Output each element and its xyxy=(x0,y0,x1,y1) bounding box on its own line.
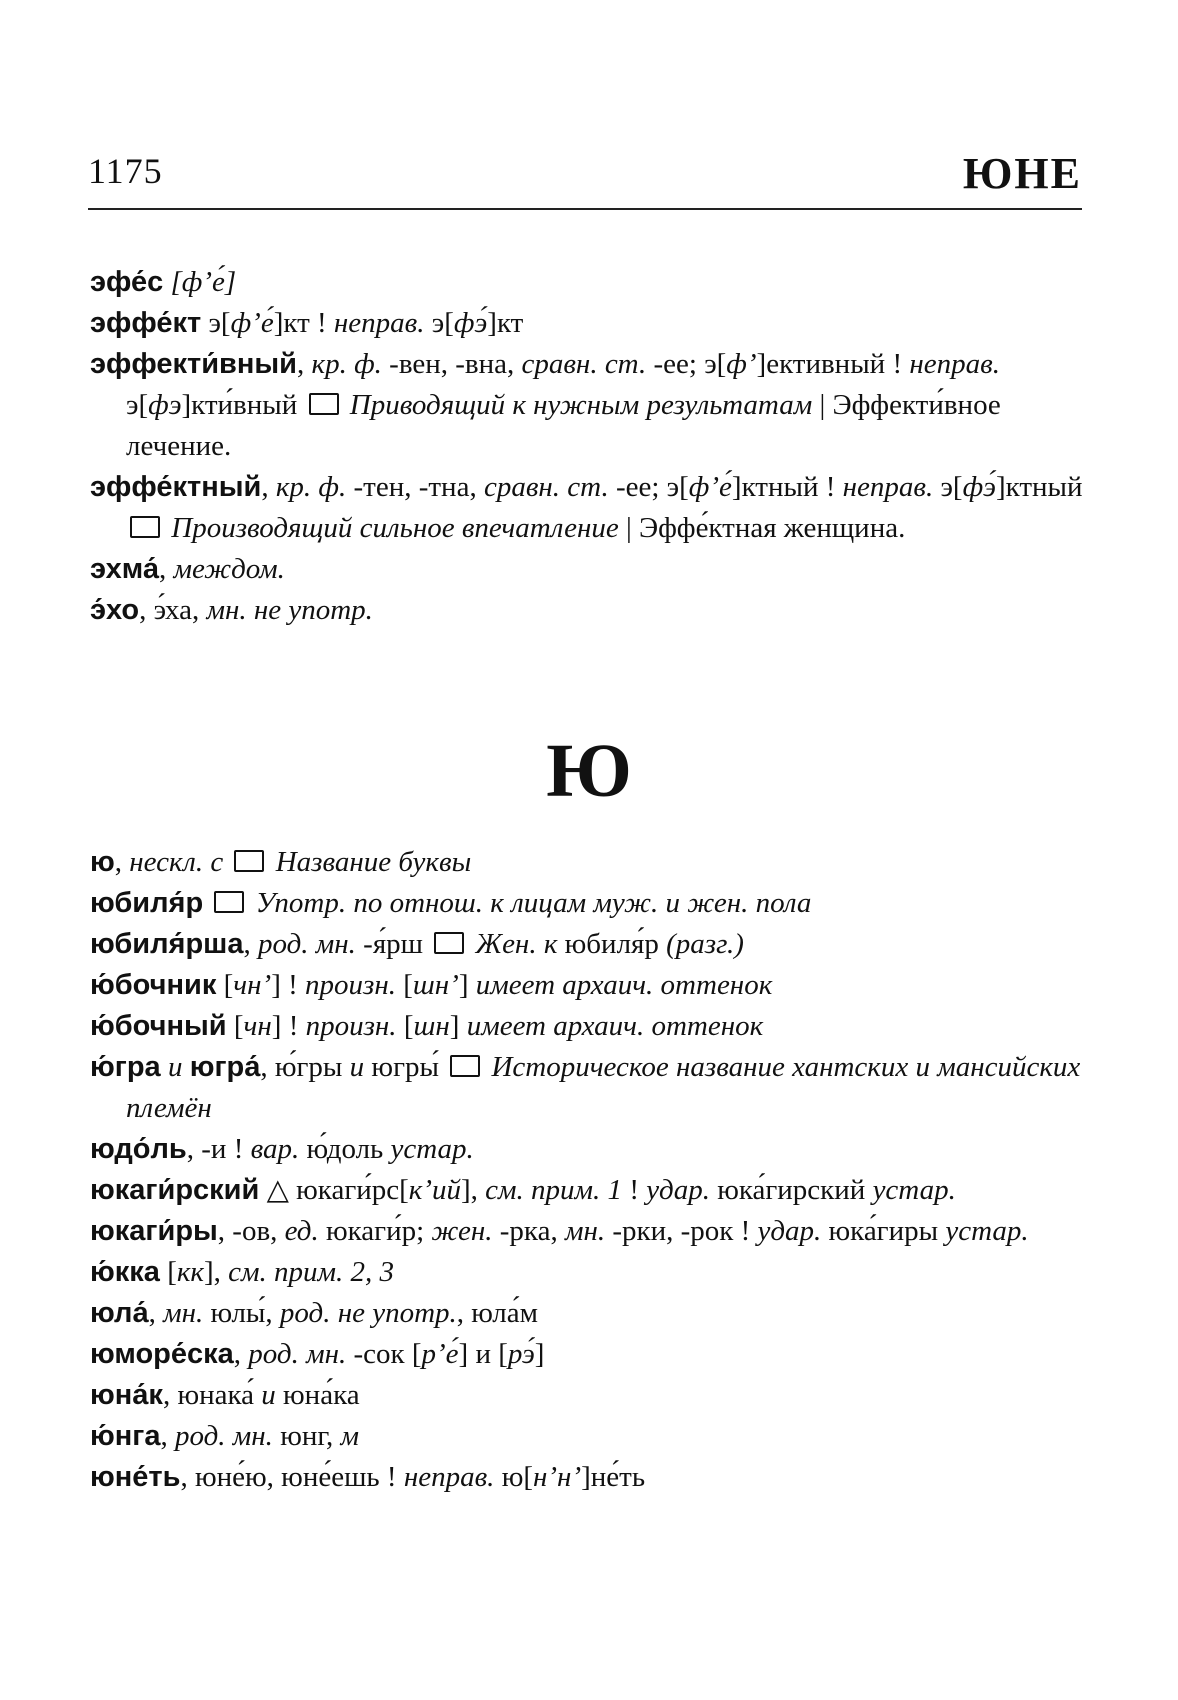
entry-text: ] ! xyxy=(271,969,306,1001)
entry-text: △ юкаги́рс[ xyxy=(259,1174,409,1206)
section-letter: Ю xyxy=(546,729,632,813)
entry-text: югры́ xyxy=(364,1051,447,1083)
headword: юне́ть xyxy=(90,1461,181,1493)
entry-text: -ее; э[ xyxy=(608,471,689,503)
entry-text: ]кт xyxy=(487,307,524,339)
entry-text: , -и ! xyxy=(186,1133,251,1165)
entry-text: [ xyxy=(216,969,234,1001)
headword: юна́к xyxy=(90,1379,163,1411)
headword: ю́гра xyxy=(90,1051,161,1083)
italic-note: мн. xyxy=(564,1215,606,1247)
entry-text: ], xyxy=(461,1174,486,1206)
headword: юла́ xyxy=(90,1297,149,1329)
headword: юдо́ль xyxy=(90,1133,187,1165)
dictionary-entry xyxy=(90,262,1085,303)
headword: эффе́ктный xyxy=(90,471,262,503)
entry-text: юка́гирский xyxy=(709,1174,873,1206)
entry-text: ю[ xyxy=(494,1461,534,1493)
entry-text: э[ xyxy=(201,307,231,339)
entry-text: -рки, -рок ! xyxy=(605,1215,758,1247)
italic-note: чн xyxy=(243,1010,272,1042)
entry-text: [ xyxy=(395,969,413,1001)
italic-note: неправ. xyxy=(909,348,1000,380)
entry-text: ] и [ xyxy=(458,1338,508,1370)
entry-text: ] ! xyxy=(271,1010,306,1042)
italic-note: м xyxy=(340,1420,360,1452)
italic-note: устар. xyxy=(945,1215,1029,1247)
italic-note: и xyxy=(167,1051,183,1083)
italic-note: Употр. по отнош. к лицам муж. и жен. пола xyxy=(248,887,812,919)
dictionary-entry xyxy=(90,1129,1085,1170)
dictionary-entry xyxy=(90,1375,1085,1416)
italic-note: фэ xyxy=(148,389,182,421)
italic-note: кр. ф. xyxy=(275,471,347,503)
entry-text: ]кт ! xyxy=(273,307,334,339)
entry-text: ]не́ть xyxy=(581,1461,646,1493)
entry-text: юлы́, xyxy=(203,1297,280,1329)
definition-box-icon xyxy=(130,516,160,538)
italic-note: и xyxy=(349,1051,365,1083)
entry-text: -ее; э[ xyxy=(646,348,727,380)
entry-text: ]ктный ! xyxy=(731,471,843,503)
headword: юбиля́р xyxy=(90,887,204,919)
dictionary-entry xyxy=(90,1006,1085,1047)
entry-text xyxy=(223,846,230,878)
italic-note: нескл. с xyxy=(129,846,224,878)
entry-text: , ю́гры xyxy=(260,1051,350,1083)
italic-note: сравн. ст. xyxy=(483,471,609,503)
dictionary-entry xyxy=(90,1334,1085,1375)
entry-text: -я́рш xyxy=(355,928,431,960)
italic-note: Название буквы xyxy=(268,846,472,878)
dictionary-entry xyxy=(90,344,1085,467)
entry-text xyxy=(203,887,210,919)
entry-text: юна́ка xyxy=(275,1379,360,1411)
entry-text: , xyxy=(158,553,174,585)
italic-note: рэ́ xyxy=(507,1338,535,1370)
italic-note: устар. xyxy=(390,1133,474,1165)
italic-note: Историческое название хантских и мансийских племён xyxy=(126,1051,1081,1124)
italic-note: удар. xyxy=(646,1174,710,1206)
italic-note: чн’ xyxy=(233,969,272,1001)
entry-text: юбиля́р xyxy=(557,928,667,960)
italic-note: произн. xyxy=(305,969,396,1001)
italic-note: р’е́ xyxy=(421,1338,459,1370)
italic-note: неправ. xyxy=(842,471,934,503)
entry-text: , xyxy=(233,1338,249,1370)
entry-text: , юнака́ xyxy=(162,1379,262,1411)
entry-text: [ xyxy=(226,1010,244,1042)
dictionary-entry xyxy=(90,549,1085,590)
dictionary-entry xyxy=(90,590,1085,631)
entry-text: ], xyxy=(204,1256,229,1288)
dictionary-entry xyxy=(90,1252,1085,1293)
headword: югра́ xyxy=(189,1051,261,1083)
definition-box-icon xyxy=(434,932,464,954)
italic-note: н’н’ xyxy=(533,1461,582,1493)
entry-text: ! xyxy=(622,1174,647,1206)
headword: ю́нга xyxy=(90,1420,161,1452)
italic-note: жен. xyxy=(431,1215,493,1247)
headword: юкаги́ры xyxy=(90,1215,218,1247)
italic-note: шн xyxy=(413,1010,450,1042)
entry-text: [ xyxy=(396,1010,414,1042)
italic-note: устар. xyxy=(872,1174,956,1206)
entry-text: -сок [ xyxy=(346,1338,422,1370)
entry-text: ]ективный ! xyxy=(756,348,910,380)
headword: эффекти́вный xyxy=(90,348,297,380)
definition-box-icon xyxy=(234,850,264,872)
page-number: 1175 xyxy=(88,151,163,191)
definition-box-icon xyxy=(450,1055,480,1077)
italic-note: (разг.) xyxy=(666,928,744,960)
entry-text: э[ xyxy=(126,389,149,421)
headword: ю́бочный xyxy=(90,1010,227,1042)
entry-text: ]кти́вный xyxy=(181,389,305,421)
entry-text: , xyxy=(243,928,258,960)
italic-note: неправ. xyxy=(333,307,425,339)
dictionary-entry xyxy=(90,1211,1085,1252)
headword: э́хо xyxy=(90,594,140,626)
headword: юбиля́рша xyxy=(90,928,244,960)
entry-text: -рка, xyxy=(492,1215,565,1247)
entry-text: | Эффе́ктная женщина. xyxy=(618,512,906,544)
entries-top xyxy=(90,262,1085,631)
italic-note: сравн. ст. xyxy=(521,348,647,380)
italic-note: вар. xyxy=(250,1133,300,1165)
entry-text xyxy=(182,1051,189,1083)
header-rule xyxy=(88,208,1082,210)
italic-note: к’ий xyxy=(408,1174,461,1206)
entry-text: юка́гиры xyxy=(821,1215,946,1247)
definition-box-icon xyxy=(309,393,339,415)
dictionary-entry xyxy=(90,1416,1085,1457)
dictionary-entry xyxy=(90,883,1085,924)
headword: юкаги́рский xyxy=(90,1174,260,1206)
italic-note: мн. xyxy=(163,1297,204,1329)
headword: ю́кка xyxy=(90,1256,160,1288)
dictionary-entry xyxy=(90,924,1085,965)
entry-text: , xyxy=(261,471,276,503)
italic-note: [ф’е́] xyxy=(170,266,237,298)
italic-note: фэ́ xyxy=(453,307,488,339)
entry-text: э[ xyxy=(424,307,454,339)
italic-note: род. мн. xyxy=(248,1338,347,1370)
entry-text: ]ктный xyxy=(995,471,1083,503)
entry-text: , -ов, xyxy=(217,1215,285,1247)
dictionary-entry xyxy=(90,1457,1085,1498)
headword: эффе́кт xyxy=(90,307,202,339)
italic-note: мн. не употр. xyxy=(206,594,373,626)
entry-text: -тен, -тна, xyxy=(346,471,484,503)
definition-box-icon xyxy=(214,891,244,913)
entries-yu xyxy=(90,842,1085,1498)
italic-note: и xyxy=(261,1379,276,1411)
headword: ю xyxy=(90,846,115,878)
italic-note: удар. xyxy=(757,1215,822,1247)
entry-text: -вен, -вна, xyxy=(381,348,522,380)
entry-text xyxy=(163,266,170,298)
entry-text: юкаги́р; xyxy=(318,1215,432,1247)
entry-text: , юла́м xyxy=(456,1297,538,1329)
italic-note: род. мн. xyxy=(175,1420,273,1452)
headword: эхма́ xyxy=(90,553,159,585)
entry-text xyxy=(161,1051,168,1083)
italic-note: см. прим. 2, 3 xyxy=(228,1256,395,1288)
dictionary-entry xyxy=(90,1047,1085,1129)
italic-note: ф’ xyxy=(726,348,757,380)
entry-text: , xyxy=(297,348,312,380)
italic-note: кк xyxy=(176,1256,204,1288)
italic-note: междом. xyxy=(173,553,285,585)
italic-note: имеет архаич. оттенок xyxy=(466,1010,764,1042)
entry-text: , юне́ю, юне́ешь ! xyxy=(180,1461,404,1493)
italic-note: см. прим. 1 xyxy=(485,1174,623,1206)
italic-note: кр. ф. xyxy=(311,348,382,380)
entry-text: ю́доль xyxy=(299,1133,391,1165)
dictionary-entry xyxy=(90,965,1085,1006)
italic-note: фэ́ xyxy=(962,471,996,503)
italic-note: неправ. xyxy=(403,1461,495,1493)
italic-note: ф’е́ xyxy=(688,471,732,503)
entry-text: , э́ха, xyxy=(139,594,207,626)
italic-note: род. мн. xyxy=(257,928,356,960)
entry-text: | Эффекти́вное лечение. xyxy=(126,389,1001,462)
entry-text: ] xyxy=(534,1338,545,1370)
italic-note: имеет архаич. оттенок xyxy=(475,969,773,1001)
entry-text: , xyxy=(160,1420,175,1452)
italic-note: Жен. к xyxy=(468,928,558,960)
running-head: ЮНЕ xyxy=(962,149,1082,198)
italic-note: род. не употр. xyxy=(279,1297,457,1329)
dictionary-entry xyxy=(90,303,1085,344)
dictionary-entry xyxy=(90,467,1085,549)
headword: эфе́с xyxy=(90,266,164,298)
dictionary-entry xyxy=(90,1170,1085,1211)
italic-note: ед. xyxy=(284,1215,319,1247)
entry-text: юнг, xyxy=(272,1420,341,1452)
italic-note: шн’ xyxy=(412,969,459,1001)
headword: ю́бочник xyxy=(90,969,217,1001)
dictionary-entry xyxy=(90,1293,1085,1334)
italic-note: произн. xyxy=(305,1010,397,1042)
entry-text: , xyxy=(114,846,130,878)
entry-text: ] xyxy=(458,969,476,1001)
entry-text: ] xyxy=(449,1010,467,1042)
headword: юморе́ска xyxy=(90,1338,234,1370)
italic-note: ф’е́ xyxy=(230,307,274,339)
entry-text: , xyxy=(148,1297,164,1329)
entry-text: [ xyxy=(159,1256,177,1288)
dictionary-entry xyxy=(90,842,1085,883)
italic-note: Приводящий к нужным результатам xyxy=(342,389,813,421)
italic-note: Производящий сильное впечатление xyxy=(164,512,619,544)
entry-text: э[ xyxy=(933,471,963,503)
